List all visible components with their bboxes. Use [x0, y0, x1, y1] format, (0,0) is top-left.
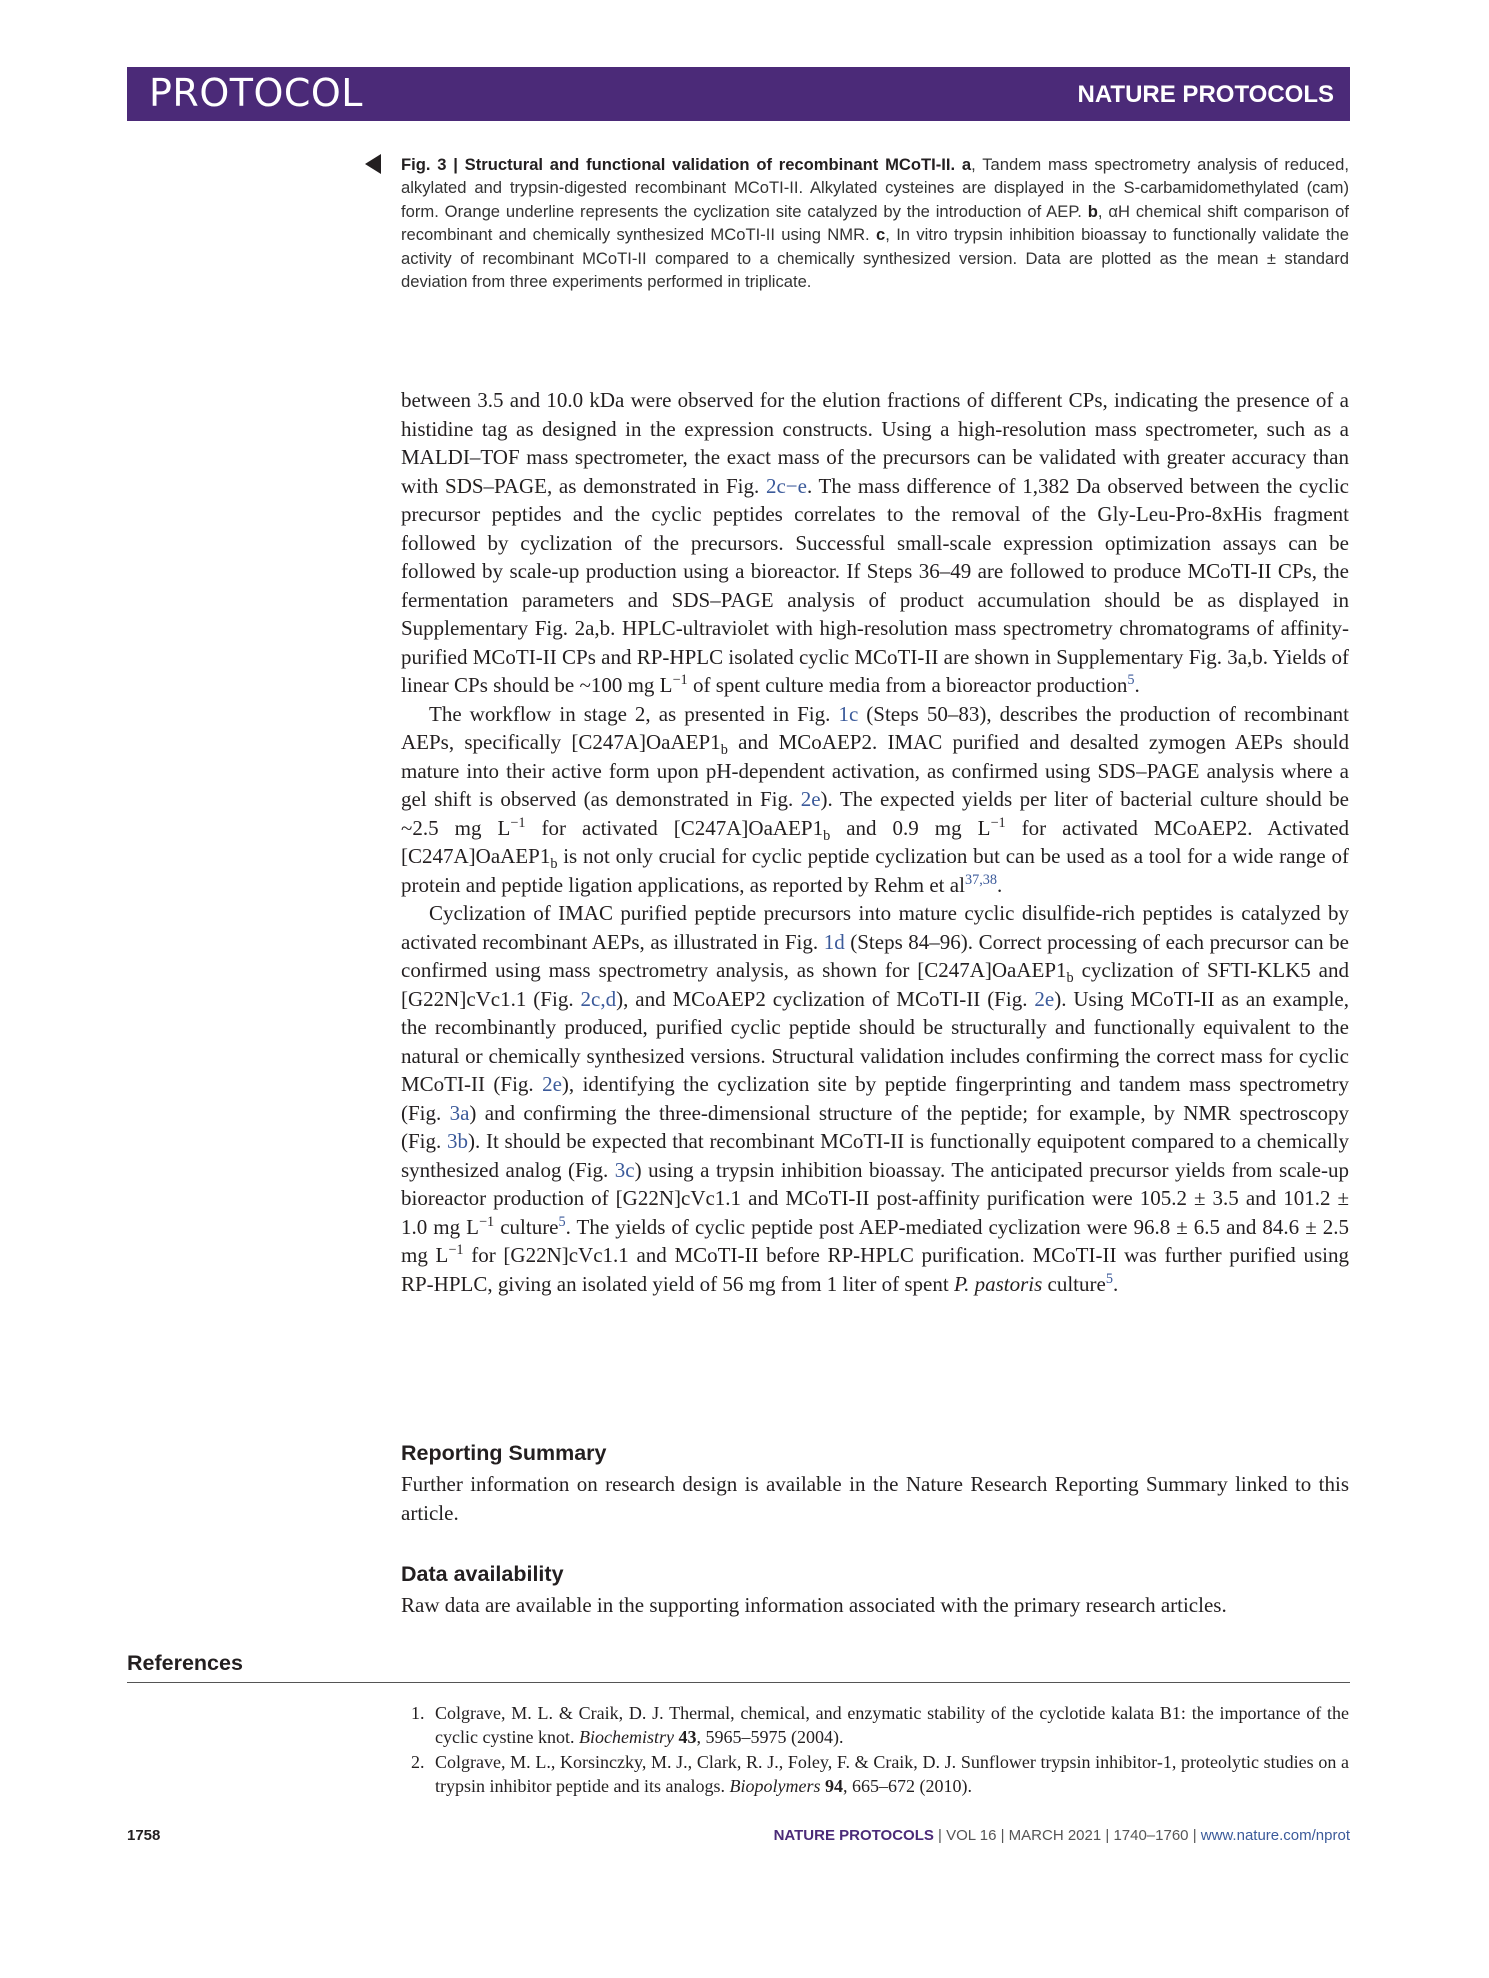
text-run: Cyclization of IMAC purified peptide precursors into mature cyclic disulfide-rich peptides is catalyzed by activated recombinant AEPs, as illustrated in Fig.: [401, 901, 1349, 954]
figure-caption: [401, 153, 1349, 293]
superscript: −1: [448, 1242, 464, 1258]
text-run: for activated MCoAEP2. Activated [C247A]OaAEP1: [401, 815, 1350, 868]
caption-panel-a-label: a: [961, 155, 972, 174]
caption-panel-c-label: c: [876, 225, 886, 245]
text-run: of spent culture media from a bioreactor production: [687, 673, 1128, 697]
caption-panel-b-label: b: [1087, 201, 1098, 221]
figure-link[interactable]: 2c−e: [765, 473, 807, 498]
footer-separator: |: [996, 1827, 1009, 1844]
text-run: .: [1112, 1271, 1119, 1296]
text-run: .: [1134, 673, 1140, 697]
text-run: ), and MCoAEP2 cyclization of MCoTI-II (Fig.: [616, 986, 1035, 1011]
superscript: −1: [672, 672, 688, 688]
italic-text: P. pastoris: [953, 1271, 1043, 1296]
footer-url-link[interactable]: www.nature.com/nprot: [1200, 1827, 1350, 1844]
text-run: ). It should be expected that recombinant MCoTI-II is functionally equipotent compared to a chemically synthesized analog (Fig.: [401, 1129, 1349, 1182]
section-label: PROTOCOL: [149, 71, 363, 115]
text-run: is not only crucial for cyclic peptide cyclization but can be used as a tool for a wide range of protein and peptide ligation applications, as reported by Rehm et al: [401, 844, 1349, 897]
reference-number: 1.: [411, 1703, 425, 1723]
data-availability-text: Raw data are available in the supporting information associated with the primary research articles.: [401, 1593, 1227, 1617]
subscript: b: [823, 827, 831, 844]
reference-item: [411, 1750, 1349, 1798]
caption-panel-b-text: , αH chemical shift comparison of recombinant and chemically synthesized MCoTI-II using NMR.: [401, 201, 1350, 245]
reference-number: 2.: [411, 1752, 425, 1772]
text-run: culture: [1042, 1271, 1106, 1296]
paragraph-1: [401, 386, 1349, 700]
caption-arrow-icon: [365, 154, 381, 174]
figure-link[interactable]: 2e: [800, 787, 821, 811]
text-run: The workflow in stage 2, as presented in Fig.: [429, 701, 839, 726]
caption-panel-a-text: , Tandem mass spectrometry analysis of reduced, alkylated and trypsin-digested recombinant MCoTI-II. Alkylated cysteines are displayed in the S-carbamidomethylated (cam) form. Orange underline represents the cyclization site catalyzed by the introduction of AEP.: [401, 155, 1349, 221]
text-run: . The mass difference of 1,382 Da observed between the cyclic precursor peptides and the cyclic peptides correlates to the removal of the Gly-Leu-Pro-8xHis fragment followed by cyclization of the precursors. Successful small-scale expression optimization assays can be followed by scale-up production using a bioreactor. If Steps 36–49 are followed to produce MCoTI-II CPs, the fermentation parameters and SDS–PAGE analysis of product accumulation should be as displayed in Supplementary Fig. 2a,b. HPLC-ultraviolet with high-resolution mass spectrometry chromatograms of affinity-purified MCoTI-II CPs and RP-HPLC isolated cyclic MCoTI-II are shown in Supplementary Fig. 3a,b. Yields of linear CPs should be ~100 mg L: [401, 473, 1349, 697]
figure-link[interactable]: 3a: [449, 1100, 470, 1125]
figure-link[interactable]: 3b: [447, 1129, 468, 1153]
reporting-summary-heading: Reporting Summary: [401, 1441, 607, 1465]
reference-link[interactable]: 5: [558, 1213, 566, 1230]
figure-link[interactable]: 2e: [542, 1072, 562, 1096]
journal-label: NATURE PROTOCOLS: [1077, 81, 1334, 108]
superscript: −1: [478, 1213, 495, 1230]
body-text: [401, 386, 1349, 1298]
text-run: ). Using MCoTI-II as an example, the recombinantly produced, purified cyclic peptide should be structurally and functionally equivalent to the natural or chemically synthesized versions. Structural validation includes confirming the correct mass for cyclic MCoTI-II (Fig.: [401, 986, 1349, 1096]
reference-volume: 43: [678, 1727, 697, 1747]
text-run: (Steps 50–83), describes the production of recombinant AEPs, specifically [C247A]OaAEP1: [401, 701, 1350, 754]
superscript: −1: [510, 814, 526, 831]
figure-link[interactable]: 3c: [614, 1157, 635, 1182]
reference-link[interactable]: 5: [1105, 1270, 1113, 1287]
subscript: b: [550, 856, 558, 873]
text-run: (Steps 84–96). Correct processing of each precursor can be confirmed using mass spectrometry analysis, as shown for [C247A]OaAEP1: [401, 929, 1349, 982]
footer-volume: VOL 16: [946, 1827, 997, 1844]
reference-list: [411, 1701, 1349, 1799]
reporting-summary-text: Further information on research design is available in the Nature Research Reporting Summary linked to this article.: [401, 1472, 1349, 1525]
superscript: −1: [990, 814, 1006, 831]
text-run: .: [997, 872, 1003, 897]
footer-journal-name: NATURE PROTOCOLS: [773, 1827, 934, 1844]
page-footer: [127, 1825, 1350, 1849]
reference-rest: , 665–672 (2010).: [842, 1776, 972, 1796]
footer-date: MARCH 2021: [1008, 1827, 1102, 1844]
figure-link[interactable]: 2e: [1034, 986, 1055, 1011]
text-run: between 3.5 and 10.0 kDa were observed for the elution fractions of different CPs, indicating the presence of a histidine tag as designed in the expression constructs. Using a high-resolution mass spectrometer, such as a MALDI–TOF mass spectrometer, the exact mass of the precursors can be validated with greater accuracy than with SDS–PAGE, as demonstrated in Fig.: [401, 388, 1349, 498]
text-run: and 0.9 mg L: [830, 815, 991, 840]
journal-citation: [774, 1827, 1350, 1844]
subscript: b: [720, 742, 728, 759]
reference-rest: , 5965–5975 (2004).: [696, 1727, 844, 1747]
footer-separator: |: [1101, 1827, 1114, 1844]
page-number: 1758: [127, 1827, 161, 1844]
references-heading: References: [127, 1651, 1350, 1683]
text-run: ), identifying the cyclization site by peptide fingerprinting and tandem mass spectrometry (Fig.: [401, 1072, 1349, 1125]
text-run: ). The expected yields per liter of bacterial culture should be ~2.5 mg L: [401, 787, 1349, 840]
figure-link[interactable]: 2c,d: [580, 986, 617, 1011]
reference-authors: Colgrave, M. L. & Craik, D. J. Thermal, chemical, and enzymatic stability of the cyclotide kalata B1: the importance of the cyclic cystine knot.: [435, 1703, 1349, 1747]
reference-volume: 94: [824, 1776, 843, 1796]
text-run: culture: [494, 1214, 559, 1239]
footer-pages: 1740–1760: [1113, 1827, 1189, 1844]
reference-journal: Biochemistry: [578, 1727, 674, 1747]
footer-separator: |: [1188, 1827, 1201, 1844]
reference-item: [411, 1701, 1349, 1749]
reference-link[interactable]: 5: [1127, 672, 1135, 688]
reference-journal: Biopolymers: [729, 1776, 821, 1796]
subscript: b: [1066, 970, 1074, 987]
reference-authors: Colgrave, M. L., Korsinczky, M. J., Clark, R. J., Foley, F. & Craik, D. J. Sunflower trypsin inhibitor-1, proteolytic studies on a trypsin inhibitor peptide and its analogs.: [435, 1752, 1349, 1796]
text-run: cyclization of SFTI-KLK5 and [G22N]cVc1.1 (Fig.: [401, 958, 1349, 1011]
figure-link[interactable]: 1c: [838, 701, 859, 726]
caption-panel-c-text: , In vitro trypsin inhibition bioassay to functionally validate the activity of recombinant MCoTI-II compared to a chemically synthesized version. Data are plotted as the mean ± standard deviation from three experiments performed in triplicate.: [401, 225, 1349, 292]
text-run: for activated [C247A]OaAEP1: [525, 815, 824, 840]
page-header: [127, 67, 1350, 121]
data-availability-heading: Data availability: [401, 1562, 564, 1586]
paragraph-3: [401, 899, 1349, 1298]
caption-title: Fig. 3 | Structural and functional validation of recombinant MCoTI-II.: [401, 155, 956, 174]
text-run: ) and confirming the three-dimensional structure of the peptide; for example, by NMR spectroscopy (Fig.: [401, 1100, 1349, 1153]
text-run: ) using a trypsin inhibition bioassay. The anticipated precursor yields from scale-up bioreactor production of [G22N]cVc1.1 and MCoTI-II post-affinity purification were 105.2 ± 3.5 and 101.2 ± 1.0 mg L: [401, 1157, 1349, 1239]
reference-link[interactable]: 37,38: [964, 871, 998, 888]
footer-separator: |: [933, 1827, 947, 1844]
text-run: for [G22N]cVc1.1 and MCoTI-II before RP-HPLC purification. MCoTI-II was further purified using RP-HPLC, giving an isolated yield of 56 mg from 1 liter of spent: [401, 1243, 1349, 1296]
figure-link[interactable]: 1d: [823, 929, 845, 954]
text-run: . The yields of cyclic peptide post AEP-mediated cyclization were 96.8 ± 6.5 and 84.6 ± 2.5 mg L: [401, 1214, 1350, 1267]
paragraph-2: [401, 700, 1349, 900]
text-run: and MCoAEP2. IMAC purified and desalted zymogen AEPs should mature into their active form upon pH-dependent activation, as confirmed using SDS–PAGE analysis where a gel shift is observed (as demonstrated in Fig.: [401, 730, 1350, 811]
